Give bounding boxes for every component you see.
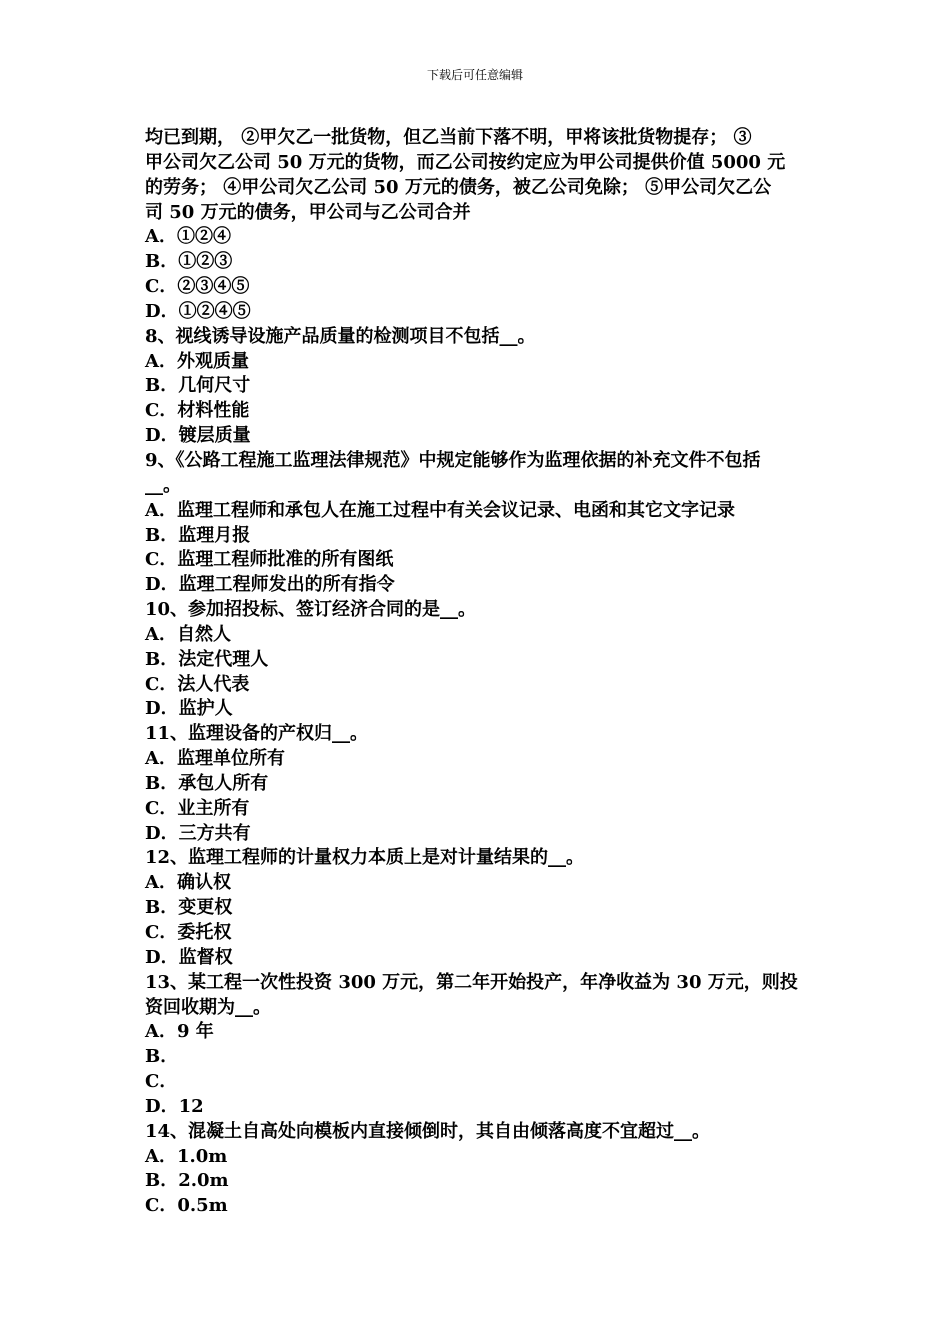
intro-line: 的劳务； ④甲公司欠乙公司 50 万元的债务，被乙公司免除； ⑤甲公司欠乙公 xyxy=(145,176,772,198)
q13-option-b: B． xyxy=(145,1046,179,1068)
q8-option-b: B．几何尺寸 xyxy=(145,375,251,397)
q13-stem-line2: 资回收期为__。 xyxy=(145,996,271,1018)
q10-option-c: C．法人代表 xyxy=(145,673,250,695)
q7-option-c: C．②③④⑤ xyxy=(145,276,250,298)
q9-option-a: A．监理工程师和承包人在施工过程中有关会议记录、电函和其它文字记录 xyxy=(145,499,735,521)
q8-option-a: A．外观质量 xyxy=(145,350,249,372)
q7-option-d: D．①②④⑤ xyxy=(145,300,251,322)
intro-line: 均已到期， ②甲欠乙一批货物，但乙当前下落不明，甲将该批货物提存； ③ xyxy=(145,127,752,148)
q10-option-b: B．法定代理人 xyxy=(145,648,269,670)
q13-option-d: D．12 xyxy=(145,1095,204,1117)
q14-option-b: B．2.0m xyxy=(145,1170,229,1192)
q11-option-a: A．监理单位所有 xyxy=(145,748,285,770)
q10-option-d: D．监护人 xyxy=(145,698,233,720)
q12-stem: 12、监理工程师的计量权力本质上是对计量结果的__。 xyxy=(145,847,585,869)
q8-option-c: C．材料性能 xyxy=(145,400,250,422)
q7-option-a: A．①②④ xyxy=(145,226,231,248)
q13-stem-line1: 13、某工程一次性投资 300 万元，第二年开始投产，年净收益为 30 万元，则投 xyxy=(145,971,798,993)
q10-stem: 10、参加招投标、签订经济合同的是__。 xyxy=(145,599,477,621)
q11-stem: 11、监理设备的产权归__。 xyxy=(145,723,369,745)
q8-stem: 8、视线诱导设施产品质量的检测项目不包括__。 xyxy=(145,325,536,347)
q11-option-d: D．三方共有 xyxy=(145,822,251,844)
q9-option-d: D．监理工程师发出的所有指令 xyxy=(145,574,395,596)
q9-option-c: C．监理工程师批准的所有图纸 xyxy=(145,549,394,571)
intro-line: 甲公司欠乙公司 50 万元的货物，而乙公司按约定应为甲公司提供价值 5000 元 xyxy=(145,151,786,173)
q14-option-c: C．0.5m xyxy=(145,1195,228,1217)
q12-option-b: B．变更权 xyxy=(145,897,233,919)
q10-option-a: A．自然人 xyxy=(145,623,231,645)
intro-line: 司 50 万元的债务，甲公司与乙公司合并 xyxy=(145,201,471,223)
q9-option-b: B．监理月报 xyxy=(145,524,251,546)
q9-stem-line2: __。 xyxy=(145,474,181,496)
q11-option-c: C．业主所有 xyxy=(145,797,250,819)
q13-option-a: A．9 年 xyxy=(145,1021,214,1043)
q12-option-a: A．确认权 xyxy=(145,872,231,894)
q14-option-a: A．1.0m xyxy=(145,1145,228,1167)
q12-option-d: D．监督权 xyxy=(145,946,233,968)
q14-stem: 14、混凝土自高处向模板内直接倾倒时，其自由倾落高度不宜超过__。 xyxy=(145,1120,711,1142)
page-header: 下载后可任意编辑 xyxy=(426,68,523,82)
q13-option-c: C． xyxy=(145,1071,178,1093)
q8-option-d: D．镀层质量 xyxy=(145,425,251,447)
q11-option-b: B．承包人所有 xyxy=(145,772,269,794)
document-body xyxy=(145,126,809,1219)
q9-stem-line1: 9、《公路工程施工监理法律规范》中规定能够作为监理依据的补充文件不包括 xyxy=(145,449,761,471)
q12-option-c: C．委托权 xyxy=(145,922,232,943)
q7-option-b: B．①②③ xyxy=(145,251,233,273)
